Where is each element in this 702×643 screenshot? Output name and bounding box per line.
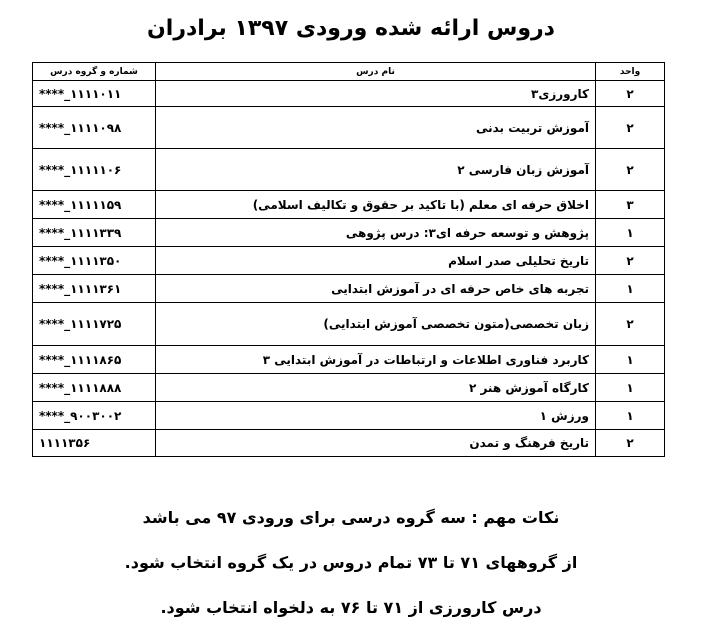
table-row (33, 191, 665, 219)
cell-units: ۲ (596, 430, 665, 457)
header-name: نام درس (156, 63, 596, 81)
cell-name: تاریخ تحلیلی صدر اسلام (156, 247, 596, 275)
cell-code: ****_۱۱۱۱۷۲۵ (33, 303, 156, 346)
cell-name: کاربرد فناوری اطلاعات و ارتباطات در آموزش ابتدایی ۳ (156, 346, 596, 374)
cell-code: ****_۹۰۰۳۰۰۲ (33, 402, 156, 430)
header-units: واحد (596, 63, 665, 81)
table-row (33, 81, 665, 107)
cell-name: ورزش ۱ (156, 402, 596, 430)
table-row (33, 430, 665, 457)
table-row (33, 107, 665, 149)
table-row (33, 402, 665, 430)
cell-code: ****_۱۱۱۱۳۶۱ (33, 275, 156, 303)
cell-units: ۱ (596, 219, 665, 247)
cell-code: ****_۱۱۱۱۱۰۶ (33, 149, 156, 191)
cell-units: ۲ (596, 247, 665, 275)
cell-code: ****_۱۱۱۱۸۶۵ (33, 346, 156, 374)
cell-name: اخلاق حرفه ای معلم (با تاکید بر حقوق و تکالیف اسلامی) (156, 191, 596, 219)
header-code: شماره و گروه درس (33, 63, 156, 81)
cell-code: ****_۱۱۱۱۰۱۱ (33, 81, 156, 107)
cell-name: کارگاه آموزش هنر ۲ (156, 374, 596, 402)
cell-code: ****_۱۱۱۱۰۹۸ (33, 107, 156, 149)
cell-name: پژوهش و توسعه حرفه ای۳: درس پژوهی (156, 219, 596, 247)
courses-table (32, 62, 665, 457)
table-row (33, 346, 665, 374)
cell-units: ۱ (596, 346, 665, 374)
notes-line-2: از گروههای ۷۱ تا ۷۳ تمام دروس در یک گروه انتخاب شود. (124, 553, 578, 572)
notes-line-3: درس کارورزی از ۷۱ تا ۷۶ به دلخواه انتخاب شود. (160, 598, 542, 617)
page-title: دروس ارائه شده ورودی ۱۳۹۷ برادران (147, 16, 555, 41)
cell-units: ۱ (596, 402, 665, 430)
cell-units: ۳ (596, 191, 665, 219)
table-header-row (33, 63, 665, 81)
cell-code: ****_۱۱۱۱۳۵۰ (33, 247, 156, 275)
table-row (33, 247, 665, 275)
cell-code: ****_۱۱۱۱۸۸۸ (33, 374, 156, 402)
cell-code: ۱۱۱۱۳۵۶ (33, 430, 156, 457)
cell-name: کارورزی۳ (156, 81, 596, 107)
cell-units: ۲ (596, 303, 665, 346)
cell-units: ۲ (596, 81, 665, 107)
cell-code: ****_۱۱۱۱۱۵۹ (33, 191, 156, 219)
cell-name: آموزش تربیت بدنی (156, 107, 596, 149)
cell-units: ۲ (596, 149, 665, 191)
table-row (33, 374, 665, 402)
cell-units: ۲ (596, 107, 665, 149)
table-row (33, 219, 665, 247)
cell-name: زبان تخصصی(متون تخصصی آموزش ابتدایی) (156, 303, 596, 346)
table-row (33, 149, 665, 191)
cell-name: تاریخ فرهنگ و تمدن (156, 430, 596, 457)
table-row (33, 303, 665, 346)
cell-units: ۱ (596, 275, 665, 303)
notes-line-1: نکات مهم : سه گروه درسی برای ورودی ۹۷ می باشد (142, 508, 560, 527)
table-row (33, 275, 665, 303)
cell-units: ۱ (596, 374, 665, 402)
cell-code: ****_۱۱۱۱۳۳۹ (33, 219, 156, 247)
cell-name: آموزش زبان فارسی ۲ (156, 149, 596, 191)
cell-name: تجربه های خاص حرفه ای در آموزش ابتدایی (156, 275, 596, 303)
